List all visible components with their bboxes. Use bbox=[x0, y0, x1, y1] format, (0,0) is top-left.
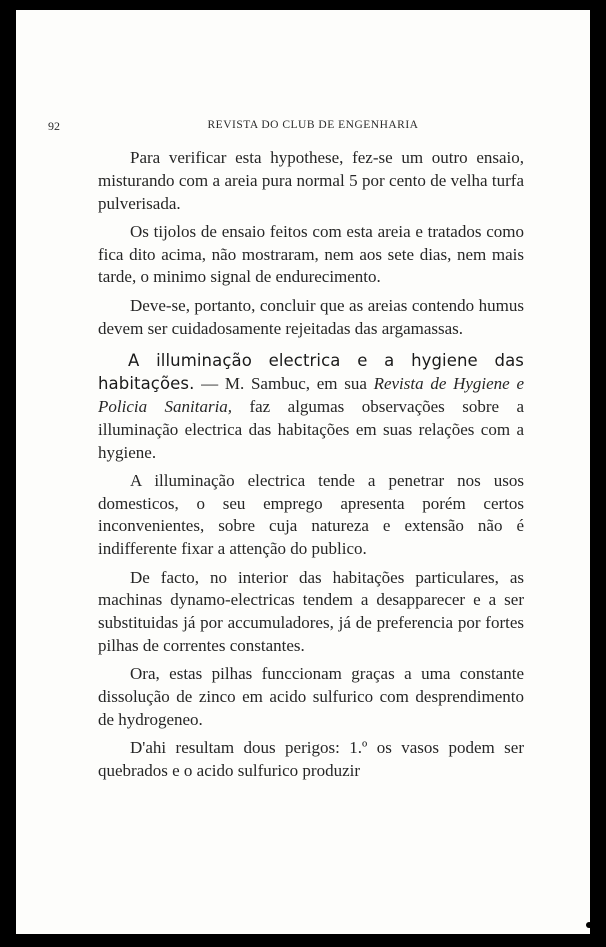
section-intro-before: — M. Sambuc, em sua bbox=[194, 374, 374, 394]
running-title: REVISTA DO CLUB DE ENGENHARIA bbox=[207, 119, 419, 131]
page-edge-mark bbox=[586, 922, 590, 928]
paragraph: Deve-se, portanto, concluir que as areias contendo humus devem ser cuidadosamente rejeitadas das argamassas. bbox=[98, 295, 524, 338]
section-intro-after: faz algumas observações sobre a illuminação electrica das habitações em suas relações com a hygiene. bbox=[98, 396, 524, 462]
page-header bbox=[48, 119, 526, 137]
section-intro-paragraph bbox=[98, 350, 524, 464]
section-heading: A illuminação electrica e a hygiene das habitações. bbox=[98, 351, 524, 394]
paragraph: Para verificar esta hypothese, fez-se um outro ensaio, misturando com a areia pura normal 5 por cento de velha turfa pulverisada. bbox=[98, 148, 524, 213]
journal-title: Revista de Hygiene e Policia Sanitaria, bbox=[98, 374, 524, 416]
page-number: 92 bbox=[48, 119, 60, 133]
document-page bbox=[16, 10, 590, 934]
paragraph: D'ahi resultam dous perigos: 1.º os vasos podem ser quebrados e o acido sulfurico produzir bbox=[98, 738, 524, 780]
article-body bbox=[98, 147, 524, 788]
paragraph: Os tijolos de ensaio feitos com esta areia e tratados como fica dito acima, não mostraram, nem aos sete dias, nem mais tarde, o minimo signal de endurecimento. bbox=[98, 221, 524, 287]
paragraph: De facto, no interior das habitações particulares, as machinas dynamo-electricas tendem a desapparecer e a ser substituidas já por accumuladores, já de preferencia por fortes pilhas de correntes constantes. bbox=[98, 567, 524, 655]
paragraph: A illuminação electrica tende a penetrar nos usos domesticos, o seu emprego apresenta porém certos inconvenientes, sobre cuja natureza e extensão não é indifferente fixar a attenção do publico. bbox=[98, 470, 524, 559]
paragraph: Ora, estas pilhas funccionam graças a uma constante dissolução de zinco em acido sulfurico com desprendimento de hydrogeneo. bbox=[98, 664, 524, 729]
